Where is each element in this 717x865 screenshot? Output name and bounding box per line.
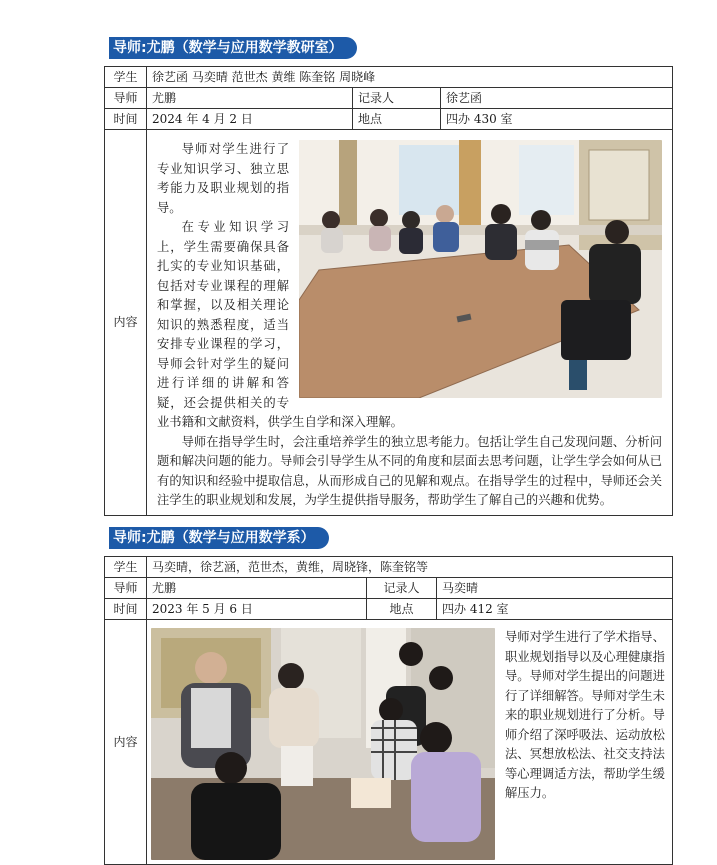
students-label: 学生 bbox=[105, 67, 147, 88]
students-value: 马奕晴，徐艺涵，范世杰，黄维，周晓锋，陈奎铭等 bbox=[147, 557, 673, 578]
content-label: 内容 bbox=[105, 130, 147, 516]
content-paragraph-1: 导师对学生进行了专业知识学习、独立思考能力及职业规划的指导。 bbox=[157, 142, 290, 215]
place-value: 四办 430 室 bbox=[441, 109, 673, 130]
meeting-photo-1-drawing bbox=[299, 140, 662, 398]
content-paragraph-2: 在专业知识学习上，学生需要确保具备扎实的专业知识基础，包括对专业课程的理解和掌握，以及相关理论知识的熟悉程度，适当安排专业课程的学习，导师会针对学生的疑问进行详细的讲解和答疑，还会提供相关的专业书籍和文献资料，供学生自学和深入理解。 bbox=[157, 220, 403, 429]
students-row bbox=[105, 557, 673, 578]
tutor-label: 导师 bbox=[105, 578, 147, 599]
place-label: 地点 bbox=[367, 599, 437, 620]
section2-record-table bbox=[104, 556, 673, 865]
time-row bbox=[105, 109, 673, 130]
meeting-photo-2-drawing bbox=[151, 628, 495, 860]
place-value: 四办 412 室 bbox=[437, 599, 673, 620]
content-paragraph: 导师对学生进行了学术指导、职业规划指导以及心理健康指导。导师对学生提出的问题进行了详细解答。导师对学生未来的职业规划进行了分析。导师介绍了深呼吸法、运动放松法、冥想放松法、社交支持法等心理调适方法，帮助学生缓解压力。 bbox=[505, 630, 665, 800]
content-text bbox=[157, 140, 662, 511]
recorder-label: 记录人 bbox=[353, 88, 441, 109]
recorder-value: 马奕晴 bbox=[437, 578, 673, 599]
tutor-value: 尤鹏 bbox=[147, 88, 353, 109]
content-row bbox=[105, 620, 673, 865]
tutor-value: 尤鹏 bbox=[147, 578, 367, 599]
section1-heading: 导师:尤鹏（数学与应用数学教研室） bbox=[109, 37, 357, 59]
time-value: 2024 年 4 月 2 日 bbox=[147, 109, 353, 130]
content-cell bbox=[147, 130, 673, 516]
content-text bbox=[151, 628, 666, 804]
meeting-photo-1 bbox=[299, 140, 662, 398]
recorder-value: 徐艺函 bbox=[441, 88, 673, 109]
content-cell bbox=[147, 620, 673, 865]
section2-heading: 导师:尤鹏（数学与应用数学系） bbox=[109, 527, 329, 549]
time-row bbox=[105, 599, 673, 620]
time-value: 2023 年 5 月 6 日 bbox=[147, 599, 367, 620]
content-label: 内容 bbox=[105, 620, 147, 865]
tutor-row bbox=[105, 88, 673, 109]
tutor-row bbox=[105, 578, 673, 599]
students-label: 学生 bbox=[105, 557, 147, 578]
students-row bbox=[105, 67, 673, 88]
time-label: 时间 bbox=[105, 599, 147, 620]
tutor-label: 导师 bbox=[105, 88, 147, 109]
content-row bbox=[105, 130, 673, 516]
students-value: 徐艺函 马奕晴 范世杰 黄维 陈奎铭 周晓峰 bbox=[147, 67, 673, 88]
recorder-label: 记录人 bbox=[367, 578, 437, 599]
section1-record-table bbox=[104, 66, 673, 516]
meeting-photo-2 bbox=[151, 628, 495, 860]
place-label: 地点 bbox=[353, 109, 441, 130]
content-paragraph-3: 导师在指导学生时，会注重培养学生的独立思考能力。包括让学生自己发现问题、分析问题和解决问题的能力。导师会引导学生从不同的角度和层面去思考问题，让学生学会如何从已有的知识和经验中提取信息，从而形成自己的见解和观点。在指导学生的过程中，导师还会关注学生的职业规划和发展，为学生提供指导服务，帮助学生了解自己的兴趣和优势。 bbox=[157, 434, 663, 507]
time-label: 时间 bbox=[105, 109, 147, 130]
